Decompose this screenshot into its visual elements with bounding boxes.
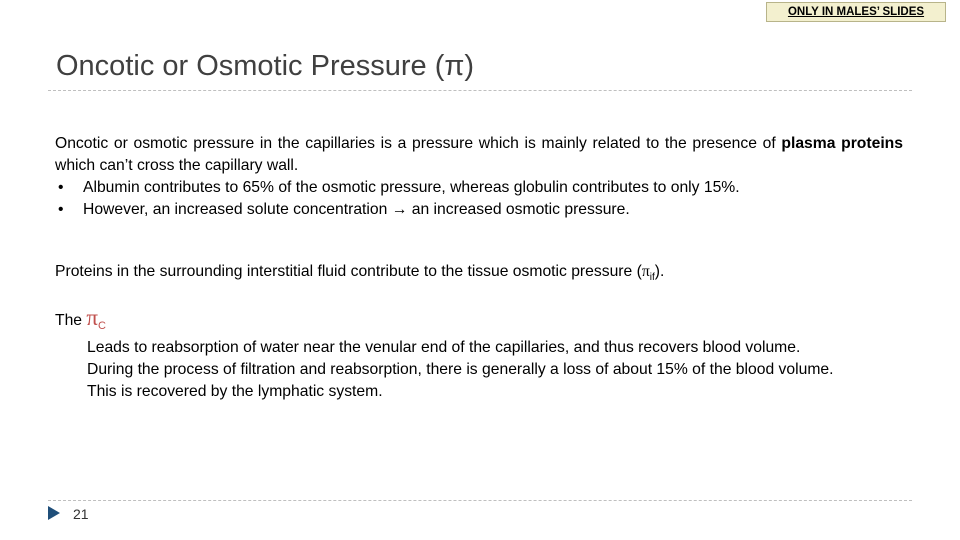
bullet-marker: • bbox=[58, 201, 64, 218]
plasma-proteins-bold: plasma proteins bbox=[781, 135, 903, 152]
page-number: 21 bbox=[73, 506, 89, 522]
intro-text-start: Oncotic or osmotic pressure in the capillaries is a pressure which is mainly related to the presence of bbox=[55, 135, 782, 152]
capillary-pi-heading bbox=[55, 307, 903, 337]
triangle-bullet-icon bbox=[48, 506, 60, 520]
pi-c-subscript: C bbox=[98, 320, 106, 332]
intro-text-end: which can’t cross the capillary wall. bbox=[55, 157, 299, 174]
bullet-text: However, an increased solute concentration → an increased osmotic pressure. bbox=[83, 201, 630, 218]
capillary-pi-block bbox=[55, 307, 903, 403]
bullet-item bbox=[55, 199, 903, 221]
title-divider bbox=[48, 90, 912, 91]
reabsorption-line: Leads to reabsorption of water near the venular end of the capillaries, and thus recovers blood volume. bbox=[87, 339, 801, 356]
the-label: The bbox=[55, 312, 87, 329]
intro-block bbox=[55, 133, 903, 221]
pi-symbol: π bbox=[641, 263, 650, 280]
males-only-badge: ONLY IN MALES’ SLIDES bbox=[766, 2, 946, 22]
footer-divider bbox=[48, 500, 912, 501]
capillary-pi-lines bbox=[55, 337, 903, 403]
pi-c-symbol: π bbox=[86, 305, 99, 330]
lymphatic-line: This is recovered by the lymphatic system. bbox=[87, 383, 383, 400]
interstitial-paragraph bbox=[55, 261, 903, 283]
slide-title: Oncotic or Osmotic Pressure (π) bbox=[56, 50, 475, 82]
filtration-line: During the process of filtration and reabsorption, there is generally a loss of about 15% of the blood volume. bbox=[87, 361, 834, 378]
pi-subscript: if bbox=[649, 272, 655, 284]
intro-paragraph bbox=[55, 133, 903, 177]
interstitial-close: ). bbox=[654, 263, 665, 280]
bullet-marker: • bbox=[58, 179, 64, 196]
bullet-text: Albumin contributes to 65% of the osmotic pressure, whereas globulin contributes to only 15%. bbox=[83, 179, 740, 196]
interstitial-text: Proteins in the surrounding interstitial fluid contribute to the tissue osmotic pressure ( bbox=[55, 263, 642, 280]
bullet-item bbox=[55, 177, 903, 199]
